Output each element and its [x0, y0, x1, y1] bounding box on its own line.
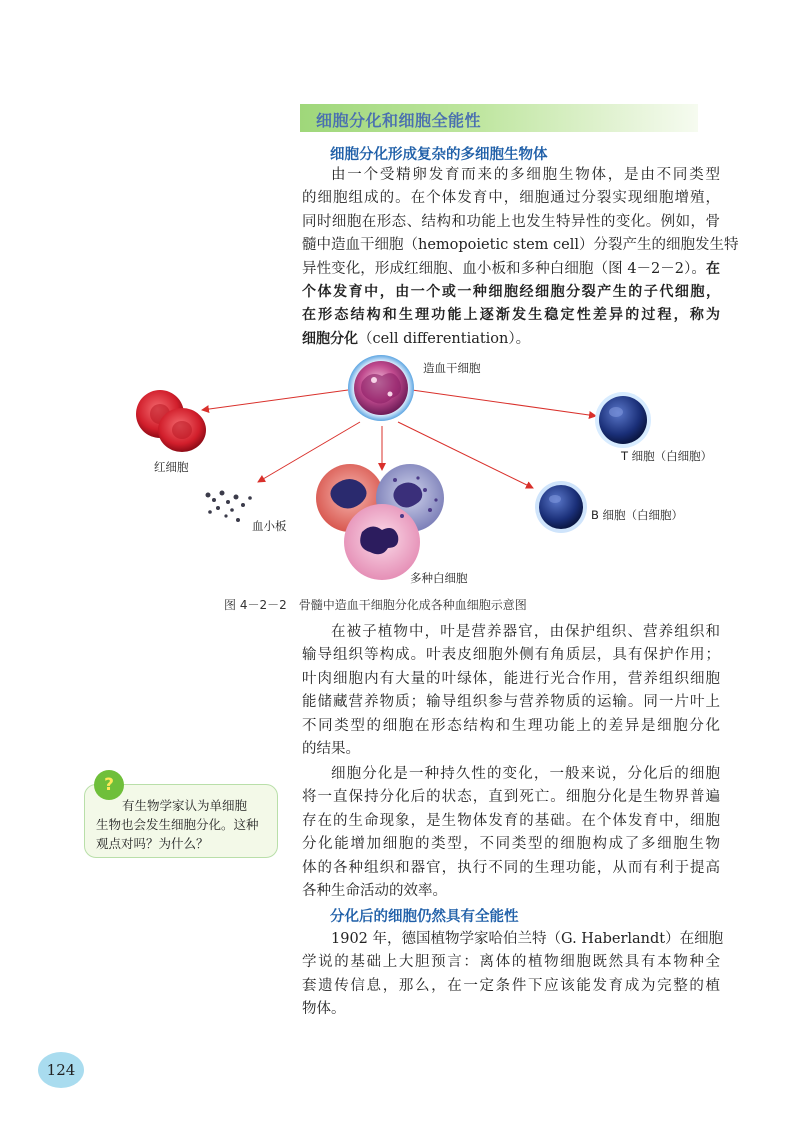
para3-line: 存在的生命现象，是生物体发育的基础。在个体发育中，细胞 [302, 812, 720, 829]
label-red-blood-cell: 红细胞 [154, 460, 189, 474]
para2-line: 输导组织等构成。叶表皮细胞外侧有角质层，具有保护作用； [302, 647, 720, 664]
bold-term: 细胞分化 [302, 330, 358, 347]
stem-cell-image [348, 355, 414, 421]
think-line: 观点对吗？为什么？ [96, 836, 209, 851]
figure-caption: 图 4－2－2 骨髓中造血干细胞分化成各种血细胞示意图 [224, 598, 527, 612]
para1-last-line [302, 328, 720, 351]
para4-line: 物体。 [302, 1001, 346, 1018]
para3-line: 体的各种组织和器官，执行不同的生理功能，从而有利于提高 [302, 859, 720, 876]
para2-line: 在被子植物中，叶是营养器官，由保护组织、营养组织和 [331, 624, 720, 640]
para4-line: 1902 年，德国植物学家哈伯兰特（G. Haberlandt）在细胞 [331, 931, 724, 947]
label-stem-cell: 造血干细胞 [423, 361, 481, 375]
para1-line: 髓中造血干细胞（hemopoietic stem cell）分裂产生的细胞发生特 [302, 237, 739, 254]
section-title: 细胞分化和细胞全能性 [316, 111, 482, 130]
section-title-bar [300, 104, 698, 132]
para3-line: 各种生命活动的效率。 [302, 883, 447, 900]
label-white-blood-cells: 多种白细胞 [410, 571, 468, 585]
para1-line: 由一个受精卵发育而来的多细胞生物体，是由不同类型 [331, 167, 720, 183]
para1-line-text: 异性变化，形成红细胞、血小板和多种白细胞（图 4－2－2）。 [302, 260, 706, 277]
para1-line: 的细胞组成的。在个体发育中，细胞通过分裂实现细胞增殖， [302, 190, 720, 207]
think-line: 生物也会发生细胞分化。这种 [96, 817, 259, 832]
b-cell-image [535, 481, 587, 533]
t-cell-image [595, 392, 651, 448]
white-blood-cells-image [316, 464, 444, 580]
paragraph-4 [302, 928, 724, 1022]
para3-line: 分化能增加细胞的类型，不同类型的细胞构成了多细胞生物 [302, 836, 720, 853]
para2-line: 能储藏营养物质；输导组织参与营养物质的运输。同一片叶上 [302, 694, 720, 711]
label-platelet: 血小板 [252, 519, 287, 533]
para2-line: 的结果。 [302, 741, 360, 758]
paragraph-3 [302, 763, 720, 903]
platelets-image [206, 491, 252, 523]
figure-blood-cell-differentiation [0, 350, 800, 600]
para1-bold-line [302, 304, 720, 327]
para2-line: 不同类型的细胞在形态结构和生理功能上的差异是细胞分化 [302, 717, 720, 734]
para4-line: 套遗传信息，那么，在一定条件下应该能发育成为完整的植 [302, 977, 720, 994]
subheading-1: 细胞分化形成复杂的多细胞生物体 [330, 147, 548, 163]
para3-line: 细胞分化是一种持久性的变化，一般来说，分化后的细胞 [331, 766, 720, 782]
figure-illustration [0, 350, 800, 600]
para1-bold-line [302, 281, 720, 304]
think-box-text [96, 796, 272, 853]
think-line: 有生物学家认为单细胞 [122, 798, 248, 813]
subheading-2: 分化后的细胞仍然具有全能性 [330, 909, 519, 925]
term-english: （cell differentiation）。 [358, 330, 531, 347]
page-number: 124 [38, 1052, 84, 1088]
bold-text: 个体发育中，由一个或一种细胞经细胞分裂产生的子代细胞， [302, 284, 720, 301]
red-blood-cells-image [136, 390, 206, 452]
para4-line: 学说的基础上大胆预言：离体的植物细胞既然具有本物种全 [302, 954, 720, 971]
para2-line: 叶肉细胞内有大量的叶绿体，能进行光合作用，营养组织细胞 [302, 670, 720, 687]
paragraph-2 [302, 621, 720, 761]
label-b-cell: B 细胞（白细胞） [591, 508, 684, 522]
bold-text: 在形态结构和生理功能上逐渐发生稳定性差异的过程，称为 [302, 307, 720, 324]
paragraph-1 [302, 164, 739, 351]
para1-line: 同时细胞在形态、结构和功能上也发生特异性的变化。例如，骨 [302, 213, 720, 230]
question-icon: ? [94, 770, 124, 800]
para3-line: 将一直保持分化后的状态，直到死亡。细胞分化是生物界普遍 [302, 789, 720, 806]
label-t-cell: T 细胞（白细胞） [621, 449, 713, 463]
bold-text: 在 [706, 260, 720, 277]
para1-line-5 [302, 258, 720, 281]
